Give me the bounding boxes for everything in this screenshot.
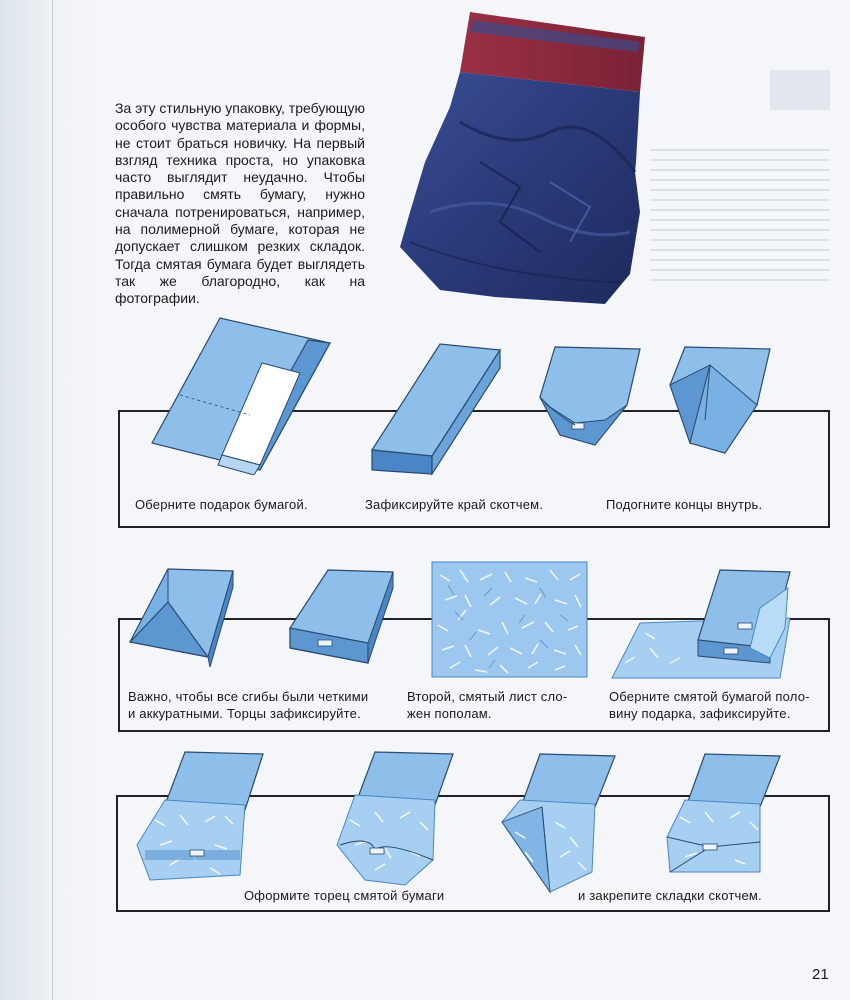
caption-step6-line1: Оберните смятой бумагой поло- (609, 689, 810, 704)
step1-illustration (150, 315, 335, 480)
caption-step1: Оберните подарок бумагой. (135, 497, 308, 512)
gift-photo (400, 12, 645, 304)
caption-step4-line1: Важно, чтобы все сгибы были четкими (128, 689, 369, 704)
page-binding-shadow (0, 0, 95, 1000)
step3-illustration (535, 345, 645, 465)
caption-step4-line2: и аккуратными. Торцы зафиксируйте. (128, 706, 361, 721)
caption-step6-line2: вину подарка, зафиксируйте. (609, 706, 791, 721)
step2-illustration (370, 342, 505, 482)
bleed-through-text (640, 60, 840, 310)
step12-illustration (665, 752, 785, 892)
caption-step8: и закрепите складки скотчем. (578, 888, 762, 903)
caption-step2: Зафиксируйте край скотчем. (365, 497, 544, 512)
caption-step5-line2: жен пополам. (407, 706, 492, 721)
page-number: 21 (812, 966, 829, 983)
step10-illustration (335, 750, 460, 895)
step6-illustration (288, 568, 398, 673)
step8-illustration (610, 568, 795, 688)
step9-illustration (135, 750, 265, 895)
binding-line (52, 0, 53, 1000)
caption-step5-line1: Второй, смятый лист сло- (407, 689, 568, 704)
step5-illustration (128, 567, 238, 672)
step11-illustration (500, 752, 620, 902)
caption-step7: Оформите торец смятой бумаги (244, 888, 445, 903)
caption-step3: Подогните концы внутрь. (606, 497, 763, 512)
crumpled-sheet-illustration (430, 560, 590, 685)
intro-paragraph: За эту стильную упаковку, требующую особого чувства материала и формы, не стоит браться новичку. На первый взгляд техника проста, но упаковка часто выглядит неудачно. Чтобы правильно смять бумагу, нужно сначала потренироваться, например, на полимерной бумаге, которая не допускает слишком резких складок. Тогда смятая бумага будет выглядеть так же благородно, как на фотографии. (115, 100, 365, 307)
step4-illustration (665, 345, 775, 465)
